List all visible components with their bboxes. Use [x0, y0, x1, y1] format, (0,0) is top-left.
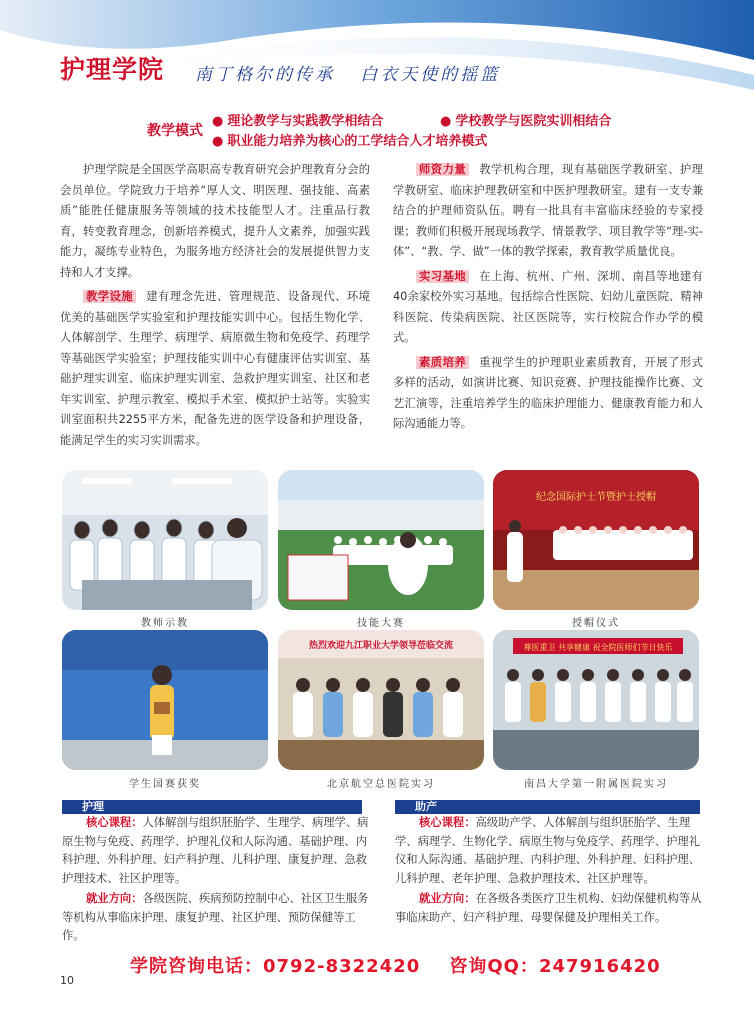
major-midwifery-detail [395, 814, 705, 927]
phone-label: 学院咨询电话： [130, 956, 263, 977]
nanchang-banner-text: 尊医重卫 共享健康 祝全院医师们节日快乐 [523, 643, 673, 652]
nursing-career: 就业方向：各级医院、疾病预防控制中心、社区卫生服务等机构从事临床护理、康复护理、社区护理、预防保健等工作。 [62, 892, 369, 942]
photo-skills-contest [278, 470, 484, 610]
photo-caption: 技能大赛 [357, 618, 405, 629]
major-nursing-detail [62, 814, 374, 946]
capping-banner-text: 纪念国际护士节暨护士授帽 [536, 492, 656, 503]
qq-label: 咨询QQ： [449, 956, 539, 977]
facilities-paragraph: 教学设施 建有理念先进、管理规范、设备现代、环境优美的基础医学实验室和护理技能实训中心。包括生物化学、人体解剖学、生理学、病理学、病原微生物和免疫学、药理学等基础医学实验室；护理技能实训中心有健康评估实训室、基础护理实训室、临床护理实训室、急救护理实训室、社区和老年实训室、护理示教室、模拟手术室、模拟护士站等。实验实训室面积共2255平方米，配备先进的医学设备和护理设备，能满足学生的实习实训需求。 [60, 290, 370, 447]
teaching-mode-item: ● 理论教学与实践教学相结合 [212, 114, 384, 129]
base-label: 实习基地 [416, 270, 469, 283]
midwifery-courses: 核心课程：高级助产学、人体解剖与组织胚胎学、生理学、病理学、生物化学、病原生物与免疫学、药理学、护理礼仪和人际沟通、基础护理、内科护理、外科护理、妇科护理、儿科护理、老年护理、急救护理技术、社区护理等。 [395, 816, 701, 885]
contact-line [130, 952, 661, 978]
photo-caption: 学生国赛获奖 [129, 779, 201, 790]
college-title: 护理学院 [60, 55, 165, 84]
photo-caption: 北京航空总医院实习 [327, 779, 435, 790]
quality-label: 素质培养 [416, 356, 469, 369]
faculty-paragraph: 师资力量 教学机构合理，现有基础医学教研室、护理学教研室、临床护理教研室和中医护理教研室。建有一支专兼结合的护理师资队伍。聘有一批具有丰富临床经验的专家授课；教师们积极开展现场教学、情景教学、项目教学等“理-实-体”、“教、学、做”一体的教学探索，教育教学质量优良。 [393, 163, 703, 258]
midwifery-career: 就业方向：在各级各类医疗卫生机构、妇幼保健机构等从事临床助产、妇产科护理、母婴保健及护理相关工作。 [395, 892, 702, 924]
intro-paragraph: 护理学院是全国医学高职高专教育研究会护理教育分会的会员单位。学院致力于培养“厚人文、明医理、强技能、高素质”能胜任健康服务等领域的技术技能型人才。注重品行教育，转变教育理念，创新培养模式，提升人文素养，加强实践能力，凝练专业特色，为服务地方经济社会的发展提供智力支持和人才支撑。 [60, 163, 370, 279]
teaching-mode-item: ● 学校教学与医院实训相结合 [440, 114, 612, 129]
faculty-label: 师资力量 [416, 163, 469, 176]
photo-capping-ceremony [493, 470, 699, 610]
facilities-label: 教学设施 [83, 290, 136, 303]
beijing-banner-text: 热烈欢迎九江职业大学领导莅临交流 [308, 641, 454, 651]
photo-caption: 南昌大学第一附属医院实习 [524, 779, 668, 790]
teaching-mode-label: 教学模式 [147, 123, 203, 139]
photo-beijing-hospital [278, 630, 484, 770]
photo-nanchang-hospital [493, 630, 699, 770]
major-header-nursing: 护理 [62, 800, 362, 814]
page-number: 10 [60, 974, 74, 987]
teaching-mode-item: ● 职业能力培养为核心的工学结合人才培养模式 [212, 134, 488, 149]
major-header-midwifery: 助产 [395, 800, 700, 814]
phone-number: 0792-8322420 [263, 956, 421, 977]
nursing-courses: 核心课程：人体解剖与组织胚胎学、生理学、病理学、病原生物与免疫、药理学、护理礼仪和人际沟通、基础护理、内科护理、外科护理、妇产科护理、儿科护理、康复护理、急救护理技术、社区护理等。 [62, 816, 369, 885]
right-text-column [393, 160, 703, 435]
photo-student-award [62, 630, 268, 770]
photo-caption: 授帽仪式 [572, 618, 620, 629]
qq-number: 247916420 [538, 956, 661, 977]
base-paragraph: 实习基地 在上海、杭州、广州、深圳、南昌等地建有40余家校外实习基地。包括综合性医院、妇幼儿童医院、精神科医院、传染病医院、社区医院等，实行校院合作办学的模式。 [393, 269, 703, 344]
photo-caption: 教师示教 [141, 618, 189, 629]
college-slogan: 南丁格尔的传承 白衣天使的摇篮 [195, 65, 501, 85]
photo-teacher-demo [62, 470, 268, 610]
quality-paragraph: 素质培养 重视学生的护理职业素质教育，开展了形式多样的活动，如演讲比赛、知识竞赛、护理技能操作比赛、文艺汇演等，注重培养学生的临床护理能力、健康教育能力和人际沟通能力等。 [393, 355, 703, 430]
left-text-column [60, 160, 370, 451]
